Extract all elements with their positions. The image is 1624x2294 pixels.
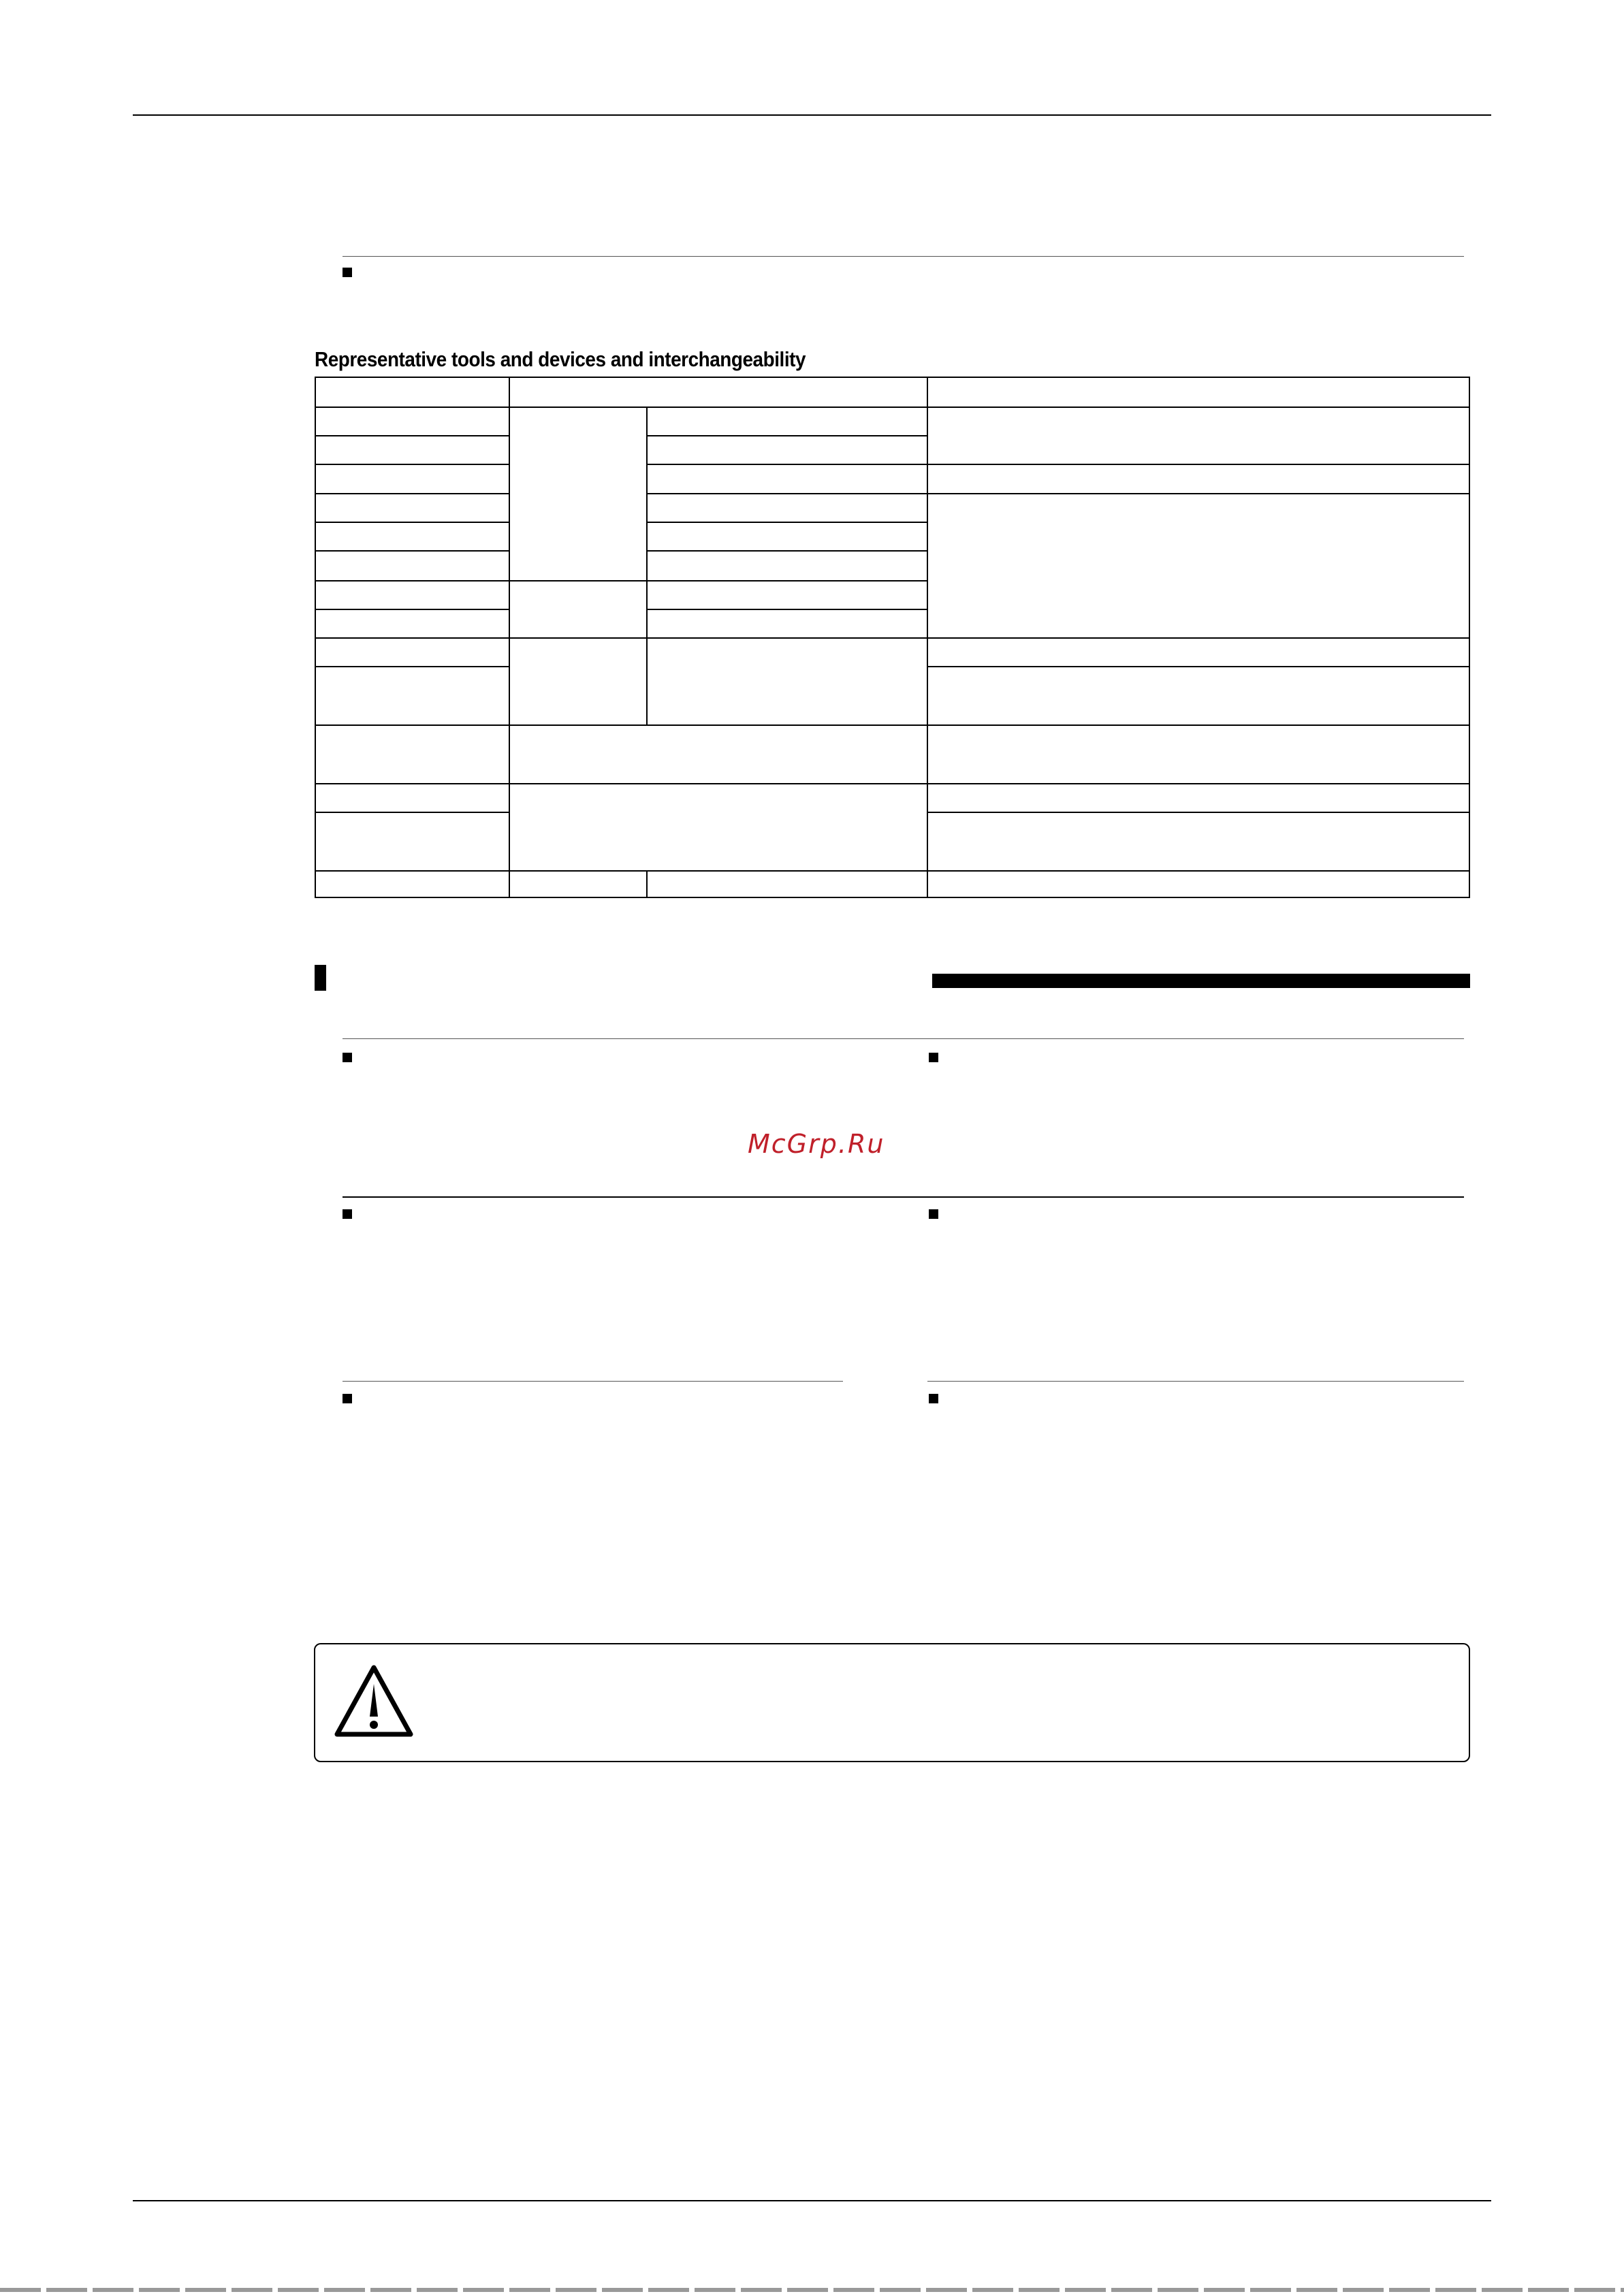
table-row-line <box>316 812 509 813</box>
table-col-line <box>927 378 928 898</box>
warning-triangle-icon <box>333 1663 415 1738</box>
square-bullet-icon <box>929 1394 938 1403</box>
table-row-line <box>316 407 1470 408</box>
table-row-line <box>646 435 927 436</box>
table-row-line <box>316 783 1470 784</box>
section-rule <box>343 1381 843 1382</box>
table-row-line <box>316 870 1470 872</box>
table-row-line <box>646 522 927 523</box>
table-row-line <box>316 609 509 610</box>
section-marker <box>315 965 326 991</box>
section-rule <box>343 256 1464 257</box>
table-row-line <box>316 550 509 552</box>
table-row-line <box>316 724 1470 726</box>
table-col-line <box>646 407 648 725</box>
table-row-line <box>646 609 927 610</box>
table-col-line <box>646 870 648 898</box>
square-bullet-icon <box>343 1394 352 1403</box>
square-bullet-icon <box>929 1053 938 1062</box>
table-row-line <box>927 812 1470 813</box>
section-heading-bar <box>932 974 1470 988</box>
table-row-line <box>316 522 509 523</box>
page-header-rule <box>133 114 1491 116</box>
page-footer-rule <box>133 2200 1491 2201</box>
square-bullet-icon <box>343 1053 352 1062</box>
table-title: Representative tools and devices and interchangeability <box>315 347 806 371</box>
table-row-line <box>316 464 509 465</box>
watermark: McGrp.Ru <box>748 1129 885 1159</box>
table-row-line <box>646 550 927 552</box>
section-rule <box>343 1038 1464 1039</box>
warning-box <box>314 1643 1470 1762</box>
square-bullet-icon <box>929 1209 938 1219</box>
table-row-line <box>646 493 1470 494</box>
page-bottom-edge <box>0 2288 1624 2292</box>
table-row-line <box>646 464 1470 465</box>
section-rule <box>927 1381 1464 1382</box>
table-row-line <box>927 666 1470 667</box>
table-row-line <box>316 580 927 582</box>
tools-table <box>315 377 1470 898</box>
table-row-line <box>316 435 509 436</box>
table-col-line <box>509 378 510 898</box>
table-row-line <box>316 637 1470 639</box>
table-row-line <box>316 666 509 667</box>
square-bullet-icon <box>343 1209 352 1219</box>
section-rule <box>343 1196 1464 1198</box>
table-row-line <box>316 493 509 494</box>
square-bullet-icon <box>343 268 352 277</box>
